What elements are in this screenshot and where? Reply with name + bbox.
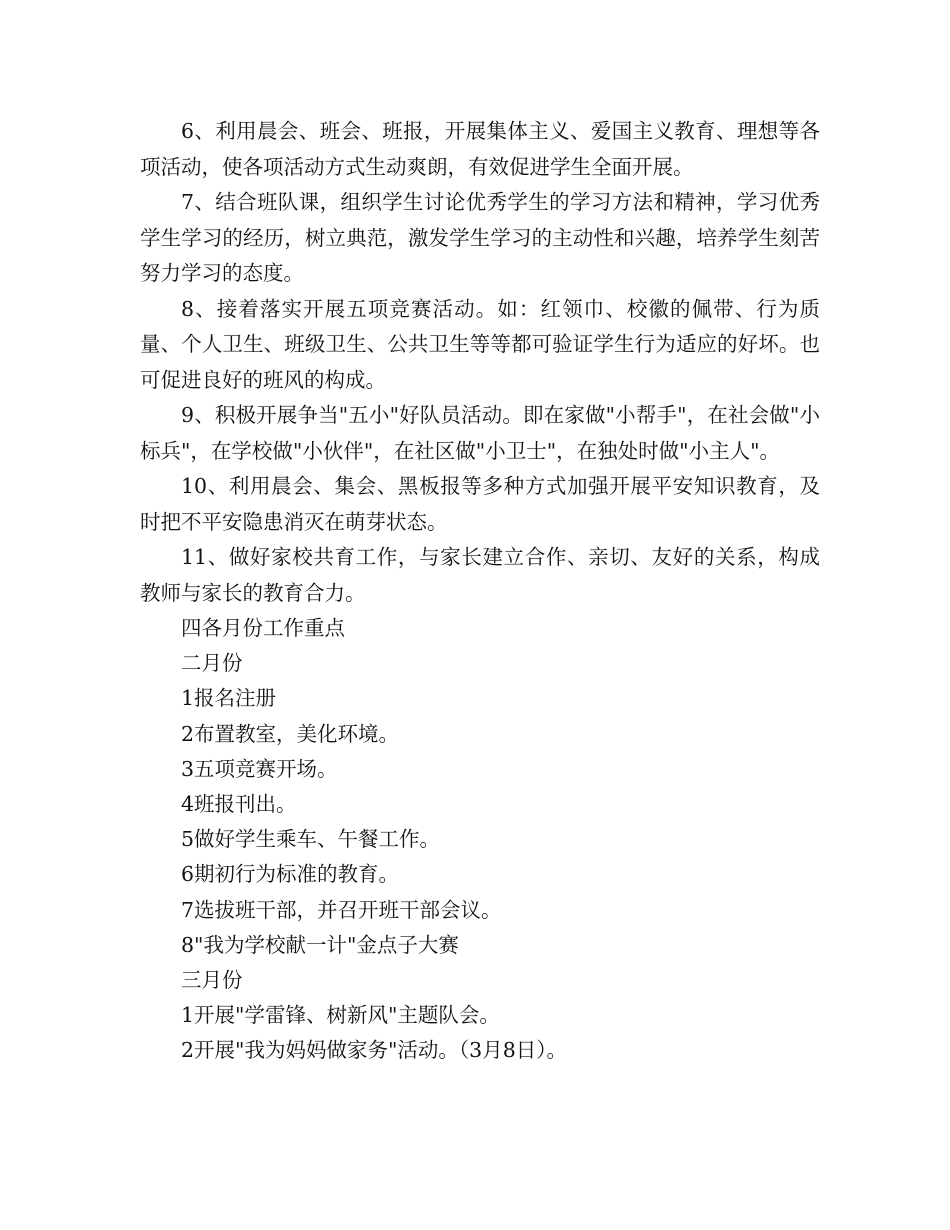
list-item: 5做好学生乘车、午餐工作。 (181, 827, 441, 852)
list-item: 7选拔班干部，并召开班干部会议。 (181, 897, 502, 922)
month-heading-february: 二月份 (181, 651, 243, 676)
paragraph-item-8: 8、接着落实开展五项竞赛活动。如：红领巾、校徽的佩带、行为质量、个人卫生、班级卫生、公共卫生等等都可验证学生行为适应的好坏。也可促进良好的班风的构成。 (140, 296, 820, 392)
paragraph-item-9: 9、积极开展争当"五小"好队员活动。即在家做"小帮手"，在社会做"小标兵"，在学校做"小伙伴"，在社区做"小卫士"，在独处时做"小主人"。 (140, 403, 820, 463)
paragraph-item-7: 7、结合班队课，组织学生讨论优秀学生的学习方法和精神，学习优秀学生学习的经历，树立典范，激发学生学习的主动性和兴趣，培养学生刻苦努力学习的态度。 (140, 190, 820, 285)
list-item: 2开展"我为妈妈做家务"活动。（3月8日）。 (181, 1038, 567, 1063)
list-item: 1开展"学雷锋、树新风"主题队会。 (181, 1003, 500, 1028)
list-item: 1报名注册 (181, 686, 277, 711)
list-item: 3五项竞赛开场。 (181, 756, 338, 781)
paragraph-item-10: 10、利用晨会、集会、黑板报等多种方式加强开展平安知识教育，及时把不平安隐患消灭在萌芽状态。 (140, 474, 820, 534)
list-item: 4班报刊出。 (181, 792, 297, 817)
paragraph-item-11: 11、做好家校共育工作，与家长建立合作、亲切、友好的关系，构成教师与家长的教育合力。 (140, 545, 820, 605)
section-heading-monthly-focus: 四各月份工作重点 (181, 616, 345, 640)
list-item: 8"我为学校献一计"金点子大赛 (181, 932, 459, 957)
month-heading-march: 三月份 (181, 968, 243, 993)
paragraph-item-6: 6、利用晨会、班会、班报，开展集体主义、爱国主义教育、理想等各项活动，使各项活动方式生动爽朗，有效促进学生全面开展。 (140, 119, 820, 179)
list-item: 2布置教室，美化环境。 (181, 721, 400, 746)
list-item: 6期初行为标准的教育。 (181, 862, 400, 887)
